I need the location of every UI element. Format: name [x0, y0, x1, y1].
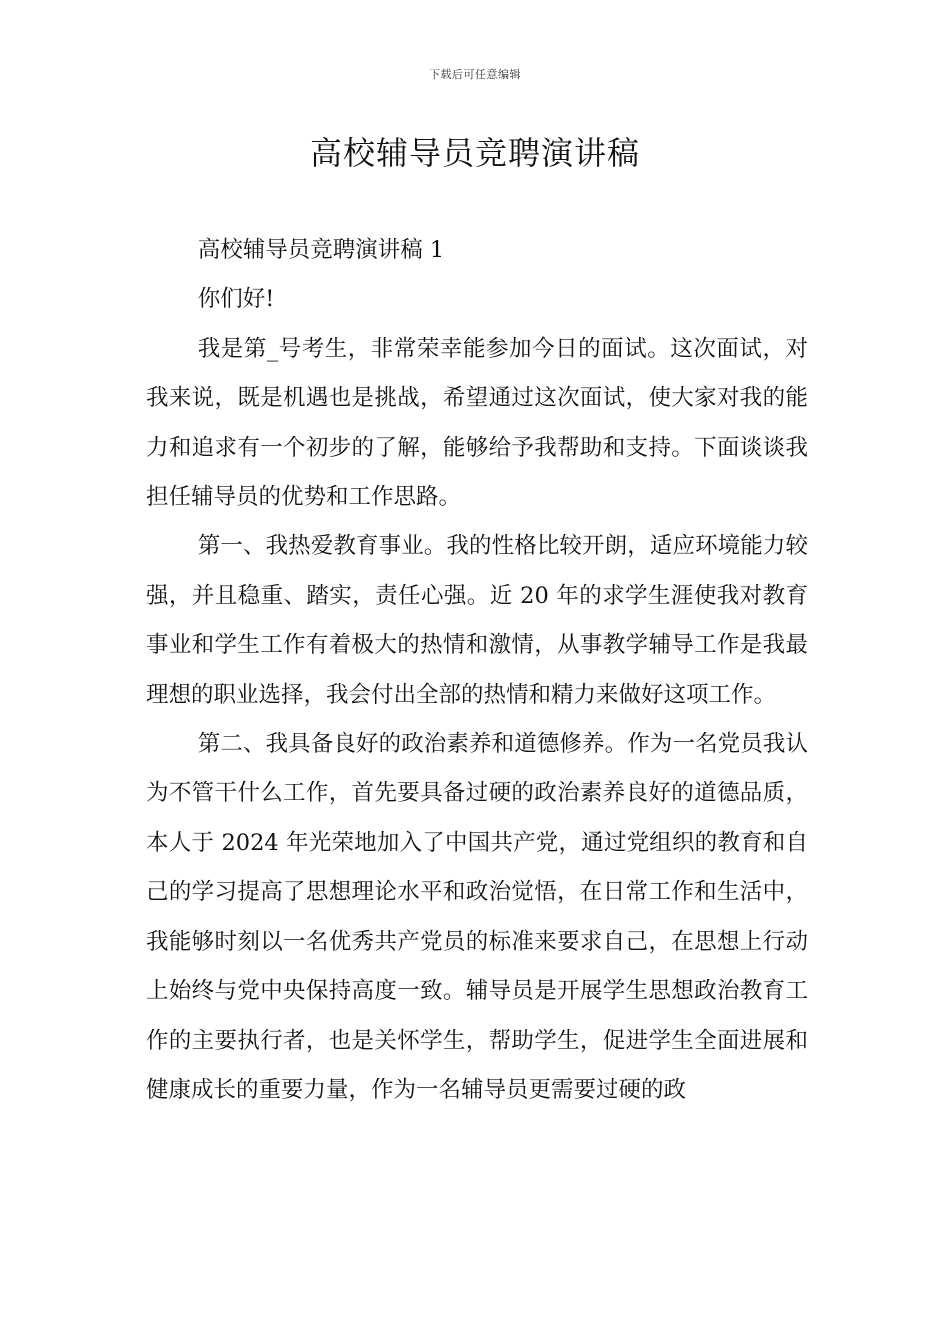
document-title: 高校辅导员竞聘演讲稿 [309, 134, 640, 172]
paragraph-point-one: 第一、我热爱教育事业。我的性格比较开朗，适应环境能力较强，并且稳重、踏实，责任心强。近 20 年的求学生涯使我对教育事业和学生工作有着极大的热情和激情，从事教学辅导工作是我最理想的职业选择，我会付出全部的热情和精力来做好这项工作。 [146, 533, 808, 708]
paragraph-point-two: 第二、我具备良好的政治素养和道德修养。作为一名党员我认为不管干什么工作，首先要具备过硬的政治素养良好的道德品质，本人于 2024 年光荣地加入了中国共产党，通过党组织的教育和自己的学习提高了思想理论水平和政治觉悟，在日常工作和生活中，我能够时刻以一名优秀共产党员的标准来要求自己，在思想上行动上始终与党中央保持高度一致。辅导员是开展学生思想政治教育工作的主要执行者，也是关怀学生，帮助学生，促进学生全面进展和健康成长的重要力量，作为一名辅导员更需要过硬的政 [146, 731, 808, 1103]
document-body [146, 226, 808, 1115]
header-note: 下载后可任意编辑 [429, 68, 521, 81]
paragraph-intro: 我是第_号考生，非常荣幸能参加今日的面试。这次面试，对我来说，既是机遇也是挑战，希望通过这次面试，使大家对我的能力和追求有一个初步的了解，能够给予我帮助和支持。下面谈谈我担任辅导员的优势和工作思路。 [146, 335, 808, 511]
paragraph-subtitle: 高校辅导员竞聘演讲稿 1 [197, 237, 445, 263]
paragraph-greeting: 你们好! [197, 286, 275, 313]
